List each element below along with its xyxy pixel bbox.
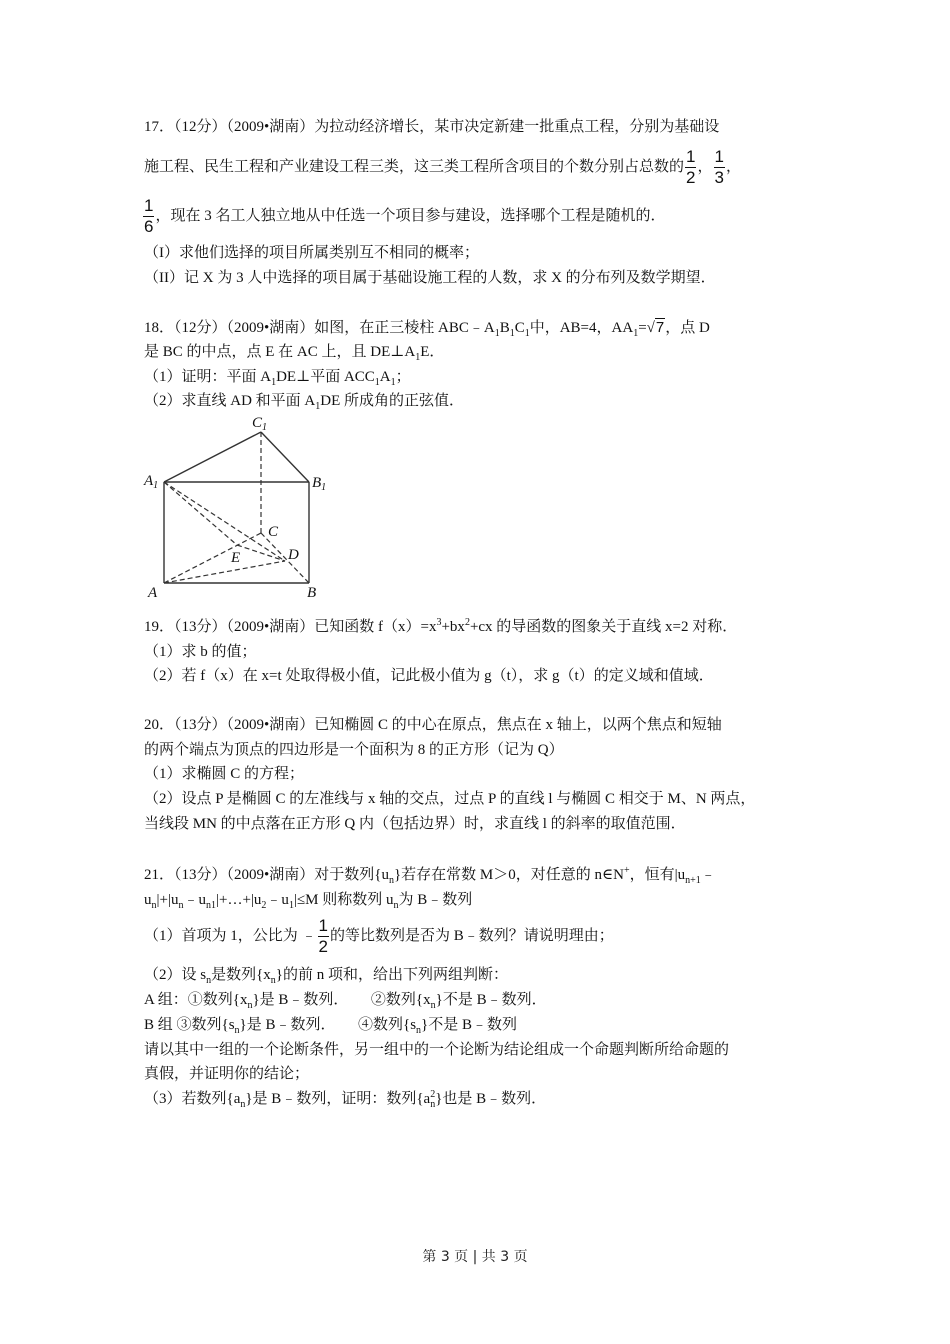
subscript: n	[270, 975, 276, 986]
q17-part1-text: （I）求他们选择的项目所属类别互不相同的概率；	[144, 245, 479, 261]
denominator: 3	[714, 168, 724, 187]
fraction-one-half	[318, 916, 329, 957]
q18-text: ；	[395, 369, 411, 385]
subscript: 1	[633, 328, 639, 339]
q18-part1	[144, 368, 411, 386]
subscript: 1	[524, 328, 530, 339]
q21-text: 的等比数列是否为 B﹣数列？请说明理由；	[329, 927, 614, 944]
q18-text: DE⊥平面 ACC	[276, 369, 375, 385]
q20-part1	[144, 765, 304, 783]
q18-text: （2）求直线 AD 和平面 A	[144, 393, 316, 409]
q21-part1	[144, 916, 614, 957]
q19-text: +bx	[441, 619, 465, 635]
q17-part1	[144, 244, 479, 262]
q18-text: 18．（12分）（2009•湖南）如图，在正三棱柱 ABC﹣A	[144, 320, 495, 336]
q21-text: |+…+|u	[215, 892, 262, 908]
subscript: n	[393, 900, 399, 911]
q21-text: }不是 B﹣数列．	[435, 992, 547, 1008]
q21-text: 是数列{x	[211, 967, 271, 983]
q19-text: 19．（13分）（2009•湖南）已知函数 f（x）=x	[144, 619, 437, 635]
subscript: 1	[415, 352, 421, 363]
subscript: n	[234, 1025, 240, 1036]
subscript: n	[416, 1025, 422, 1036]
separator: ，	[697, 158, 713, 175]
page-number: 第 3 页 | 共 3 页	[422, 1249, 528, 1265]
q18-text: A	[379, 369, 391, 385]
q21-text: ，恒有|u	[629, 867, 686, 883]
q21-text: 为 B﹣数列	[398, 892, 473, 908]
label-b1: $B_1$	[312, 475, 327, 493]
q19-text: +cx 的导函数的图象关于直线 x=2 对称．	[469, 619, 738, 635]
q21-text: 真假，并证明你的结论；	[144, 1066, 310, 1082]
q21-text: }不是 B﹣数列	[421, 1017, 518, 1033]
q17-part2	[144, 269, 716, 287]
q21-text: B 组 ③数列{s	[144, 1017, 235, 1033]
q19-part1-text: （1）求 b 的值；	[144, 644, 257, 660]
q21-part3	[144, 1090, 546, 1108]
subscript: n	[178, 900, 184, 911]
subscript: 1	[390, 377, 396, 388]
q21-part2	[144, 966, 508, 984]
fraction-one-half	[685, 147, 696, 188]
vertex-labels	[143, 415, 326, 601]
q21-line2	[144, 891, 472, 909]
q18-text: 是 BC 的中点，点 E 在 AC 上，且 DE⊥A	[144, 344, 416, 360]
fraction-one-sixth	[143, 196, 154, 237]
q20-part2-text: 当线段 MN 的中点落在正方形 Q 内（包括边界）时，求直线 l 的斜率的取值范围．	[144, 816, 686, 832]
q18-text: =	[638, 320, 647, 336]
q20-text: 20．（13分）（2009•湖南）已知椭圆 C 的中心在原点，焦点在 x 轴上，以两个焦点和短轴	[144, 717, 722, 733]
q18-line2	[144, 343, 444, 361]
q21-text: 21．（13分）（2009•湖南）对于数列{u	[144, 867, 389, 883]
subscript: n	[388, 875, 394, 886]
q17-stem-text-2: 施工程、民生工程和产业建设工程三类，这三类工程所含项目的个数分别占总数的	[144, 158, 685, 175]
label-e: E	[231, 550, 241, 566]
q20-line1	[144, 716, 722, 734]
q21-text: }是 B﹣数列，证明：数列{a	[245, 1091, 431, 1107]
q21-group-b	[144, 1016, 517, 1034]
label-d: D	[288, 547, 299, 563]
q19-part2	[144, 667, 714, 685]
subscript: 1	[271, 377, 277, 388]
subscript: n	[430, 1000, 436, 1011]
q17-stem-text-3: ，现在 3 名工人独立地从中任选一个项目参与建设，选择哪个工程是随机的．	[155, 207, 666, 224]
subscript: n	[247, 1000, 253, 1011]
q18-text: 中，AB=4，AA	[529, 320, 634, 336]
q21-text: 请以其中一组的一个论断条件，另一组中的一个论断为结论组成一个命题判断所给命题的	[144, 1042, 730, 1058]
separator: ，	[725, 158, 741, 175]
subscript: n	[206, 975, 212, 986]
q18-text: B	[499, 320, 510, 336]
label-a1: $A_1$	[144, 473, 159, 491]
q21-instruction-2	[144, 1065, 309, 1083]
superscript: 2	[430, 1089, 436, 1100]
q21-text: （2）设 s	[144, 967, 207, 983]
q17-line2	[144, 147, 741, 188]
q21-text: ﹣	[700, 867, 716, 883]
subscript: 1	[494, 328, 500, 339]
q21-text: }的前 n 项和，给出下列两组判断：	[275, 967, 508, 983]
label-c: C	[268, 524, 279, 540]
numerator: 1	[686, 147, 696, 166]
numerator: 1	[144, 196, 154, 215]
fraction-one-third	[714, 147, 725, 188]
subscript: n	[430, 1099, 436, 1110]
sqrt-symbol: √7	[646, 319, 665, 336]
q21-text: ﹣u	[183, 892, 206, 908]
q17-stem-text: 17．（12分）（2009•湖南）为拉动经济增长，某市决定新建一批重点工程，分别为基础设	[144, 119, 720, 135]
subscript: 2	[261, 900, 267, 911]
q20-part2a	[144, 790, 755, 808]
label-b: B	[307, 585, 317, 601]
q21-text: A 组：①数列{x	[144, 992, 248, 1008]
q21-text: |≤M 则称数列 u	[293, 892, 394, 908]
q21-text: }是 B﹣数列． ④数列{s	[239, 1017, 417, 1033]
label-c1: $C_1$	[252, 415, 268, 433]
q17-line3	[142, 196, 665, 237]
q21-text: ﹣u	[266, 892, 289, 908]
page-footer	[0, 1246, 950, 1266]
q17-part2-text: （II）记 X 为 3 人中选择的项目属于基础设施工程的人数，求 X 的分布列及数学期望．	[144, 270, 716, 286]
subscript: n1	[205, 900, 216, 911]
q21-text: }也是 B﹣数列．	[435, 1091, 547, 1107]
q18-text: C	[514, 320, 525, 336]
q20-text: 的两个端点为顶点的四边形是一个面积为 8 的正方形（记为 Q）	[144, 742, 564, 758]
q20-line2	[144, 741, 564, 759]
q19-line1	[144, 618, 737, 636]
q21-text: u	[144, 892, 152, 908]
q20-part2b	[144, 815, 686, 833]
subscript: n	[240, 1099, 246, 1110]
q20-part1-text: （1）求椭圆 C 的方程；	[144, 766, 305, 782]
triangular-prism-diagram	[140, 405, 340, 605]
subscript: 1	[315, 401, 321, 412]
q18-text: E．	[420, 344, 445, 360]
subscript: n+1	[685, 875, 701, 886]
denominator: 6	[144, 217, 154, 236]
superscript: 2	[464, 617, 470, 628]
q18-text: ，点 D	[665, 320, 710, 336]
subscript: 1	[374, 377, 380, 388]
q21-group-a	[144, 991, 547, 1009]
q18-line1	[144, 319, 710, 337]
q19-part2-text: （2）若 f（x）在 x=t 处取得极小值，记此极小值为 g（t），求 g（t）的定义域和值域．	[144, 668, 714, 684]
radicand: 7	[655, 319, 665, 336]
superscript: +	[623, 865, 630, 876]
label-a: A	[148, 585, 158, 601]
subscript: 1	[288, 900, 294, 911]
denominator: 2	[686, 168, 696, 187]
q21-text: }是 B﹣数列． ②数列{x	[252, 992, 431, 1008]
q21-line1	[144, 866, 716, 884]
q19-part1	[144, 643, 257, 661]
q21-text: |+|u	[156, 892, 179, 908]
q21-text: （1）首项为 1，公比为 ﹣	[144, 927, 317, 944]
numerator: 1	[714, 147, 724, 166]
superscript: 3	[436, 617, 442, 628]
denominator: 2	[318, 937, 328, 956]
q18-text: DE 所成角的正弦值．	[320, 393, 464, 409]
q21-instruction-1	[144, 1041, 729, 1059]
q21-text: }若存在常数 M＞0，对任意的 n∈N	[393, 867, 624, 883]
q20-part2-text: （2）设点 P 是椭圆 C 的左准线与 x 轴的交点，过点 P 的直线 l 与椭圆 C 相交于 M、N 两点，	[144, 791, 756, 807]
subscript: n	[151, 900, 157, 911]
q18-text: （1）证明：平面 A	[144, 369, 272, 385]
q21-text: （3）若数列{a	[144, 1091, 241, 1107]
numerator: 1	[318, 916, 328, 935]
subscript: 1	[509, 328, 515, 339]
q17-line1	[144, 118, 719, 136]
